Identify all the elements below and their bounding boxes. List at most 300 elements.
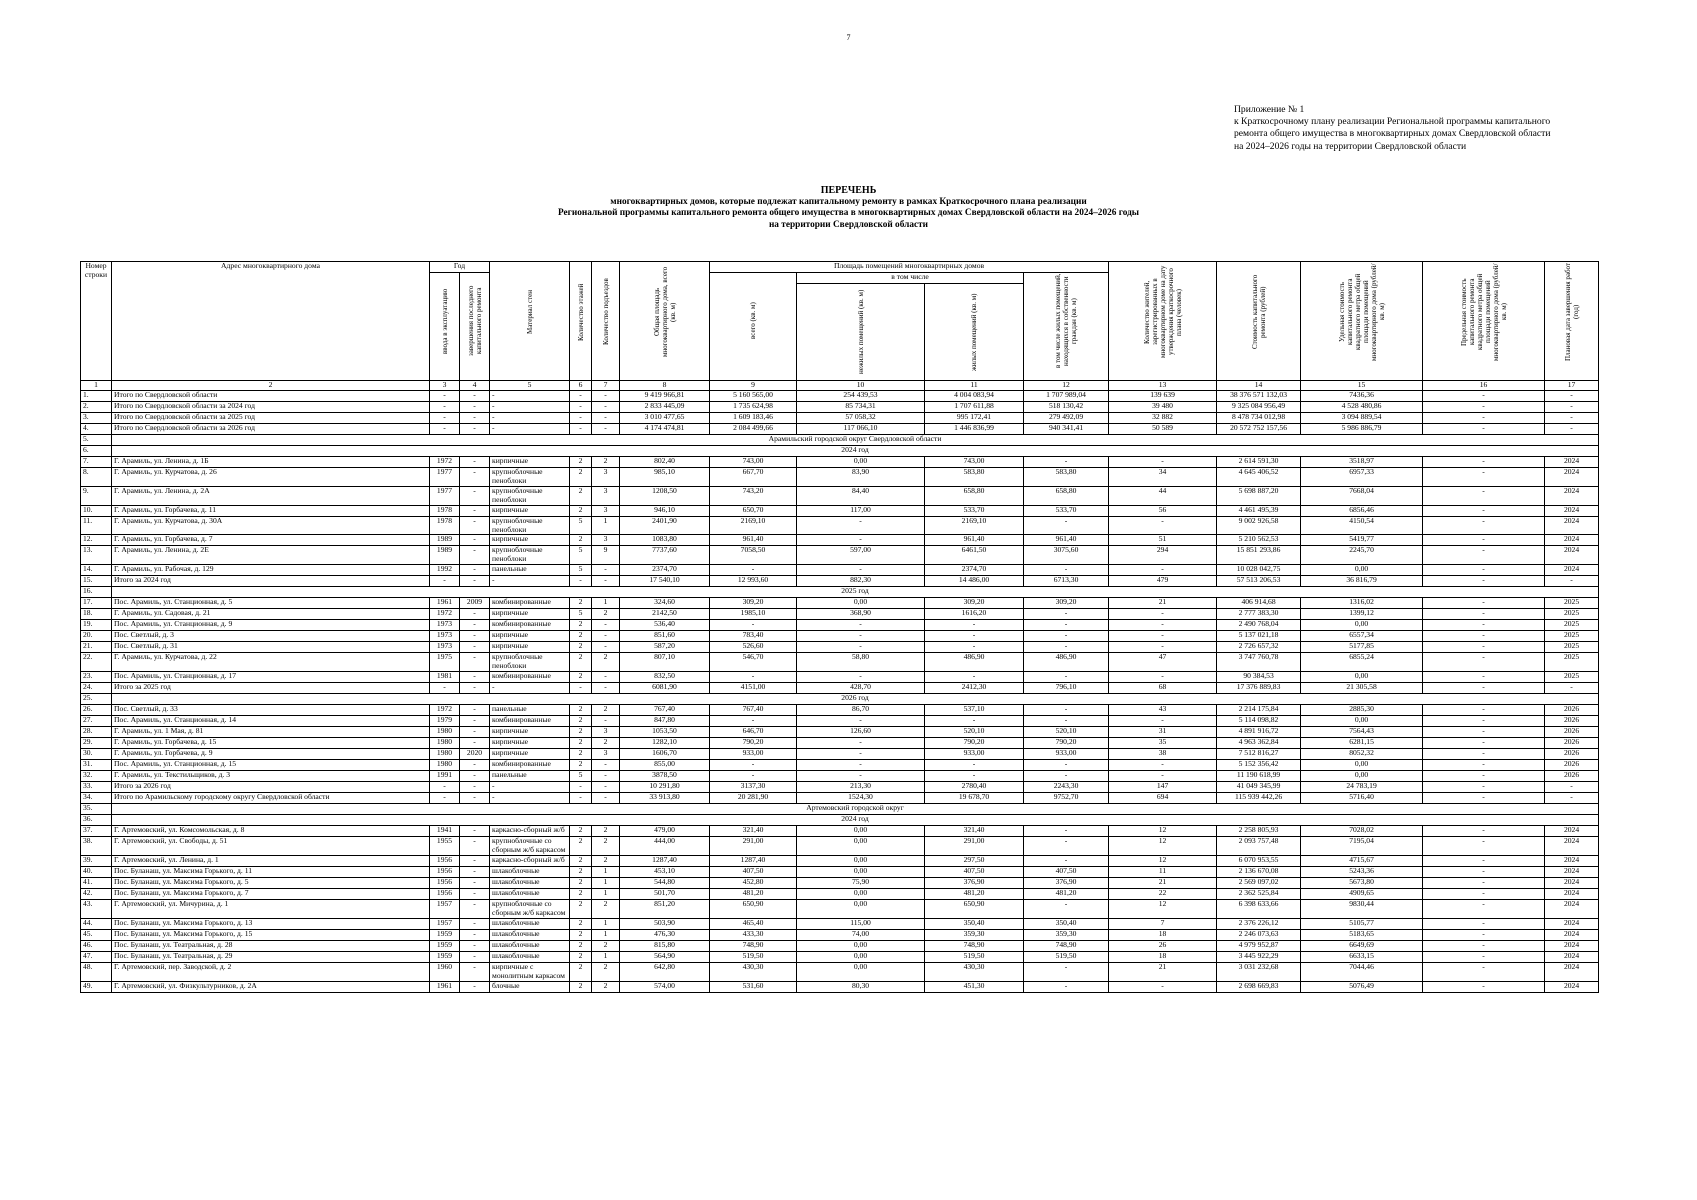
table-cell: 2 <box>570 620 592 631</box>
table-cell: - <box>797 760 925 771</box>
table-cell: 583,80 <box>1024 468 1109 487</box>
table-cell: 1 446 836,99 <box>925 424 1024 435</box>
row-number: 5. <box>81 435 112 446</box>
header-address: Адрес многоквартирного дома <box>112 262 430 381</box>
table-cell: 451,30 <box>925 981 1024 992</box>
table-cell: 1977 <box>430 468 460 487</box>
table-cell: Г. Арамиль, ул. Горбачева, д. 11 <box>112 505 430 516</box>
table-cell: 1972 <box>430 705 460 716</box>
table-cell: 7058,50 <box>710 546 797 565</box>
table-cell: Г. Арамиль, ул. Ленина, д. 2Е <box>112 546 430 565</box>
table-cell: 1 707 611,88 <box>925 402 1024 413</box>
table-cell: 1. <box>81 391 112 402</box>
table-cell: - <box>1024 516 1109 535</box>
table-cell: 7044,46 <box>1301 962 1423 981</box>
table-cell: - <box>1024 981 1109 992</box>
table-cell: Г. Арамиль, ул. Курчатова, д. 26 <box>112 468 430 487</box>
table-cell: 428,70 <box>797 683 925 694</box>
table-cell: - <box>1423 855 1545 866</box>
table-cell: 650,70 <box>710 505 797 516</box>
table-cell: 1978 <box>430 516 460 535</box>
table-cell: 2024 <box>1545 468 1599 487</box>
table-cell: 2020 <box>460 749 490 760</box>
table-cell: 2 <box>570 866 592 877</box>
table-cell: комбинированные <box>490 598 570 609</box>
table-cell: 2024 <box>1545 888 1599 899</box>
table-cell: 309,20 <box>1024 598 1109 609</box>
table-cell: - <box>460 826 490 837</box>
table-row <box>81 468 1599 487</box>
table-cell: 2 <box>570 940 592 951</box>
table-cell: 537,10 <box>925 705 1024 716</box>
table-cell: Г. Артемовский, ул. Свободы, д. 51 <box>112 837 430 856</box>
table-cell: 376,90 <box>925 877 1024 888</box>
table-cell: Г. Артемовский, ул. Мичурина, д. 1 <box>112 899 430 918</box>
table-cell: 0,00 <box>797 888 925 899</box>
appendix-line: ремонта общего имущества в многоквартирных домах Свердловской области <box>1234 128 1551 140</box>
table-cell: 26. <box>81 705 112 716</box>
table-cell: - <box>797 631 925 642</box>
table-cell: 1980 <box>430 749 460 760</box>
table-cell: - <box>1109 609 1217 620</box>
table-cell: Пос. Светлый, д. 3 <box>112 631 430 642</box>
table-cell: комбинированные <box>490 672 570 683</box>
table-cell: 42. <box>81 888 112 899</box>
table-cell: 5076,49 <box>1301 981 1423 992</box>
table-cell: Г. Артемовский, ул. Комсомольская, д. 8 <box>112 826 430 837</box>
table-cell: 21 <box>1109 598 1217 609</box>
table-cell: 5 986 886,79 <box>1301 424 1423 435</box>
table-cell: - <box>1423 468 1545 487</box>
table-cell: 4 004 083,94 <box>925 391 1024 402</box>
table-cell: - <box>1423 598 1545 609</box>
table-cell: 7028,02 <box>1301 826 1423 837</box>
table-cell: Г. Арамиль, ул. Горбачева, д. 7 <box>112 535 430 546</box>
table-cell: - <box>1109 642 1217 653</box>
table-cell: - <box>797 516 925 535</box>
table-cell: 1083,80 <box>620 535 710 546</box>
header-entrances-text: Количество подъездов <box>601 278 610 346</box>
row-number: 36. <box>81 815 112 826</box>
table-cell: - <box>1423 672 1545 683</box>
table-row <box>81 576 1599 587</box>
table-cell: - <box>925 771 1024 782</box>
section-row <box>81 804 1599 815</box>
table-cell: 479 <box>1109 576 1217 587</box>
table-cell: - <box>460 642 490 653</box>
table-cell: - <box>710 771 797 782</box>
table-cell: - <box>1423 899 1545 918</box>
table-cell: 2026 <box>1545 727 1599 738</box>
table-cell: 2 569 097,02 <box>1217 877 1301 888</box>
table-cell: 658,80 <box>925 486 1024 505</box>
table-cell: 481,20 <box>925 888 1024 899</box>
row-number: 35. <box>81 804 112 815</box>
table-cell: 2 <box>570 672 592 683</box>
table-cell: - <box>797 642 925 653</box>
table-cell: 2 <box>592 837 620 856</box>
table-cell: кирпичные <box>490 749 570 760</box>
header-nonresidential-text: нежилых помещений (кв. м) <box>856 289 865 375</box>
table-cell: 1287,40 <box>620 855 710 866</box>
table-cell: - <box>925 760 1024 771</box>
table-cell: 406 914,68 <box>1217 598 1301 609</box>
table-row <box>81 877 1599 888</box>
table-cell: - <box>1109 620 1217 631</box>
table-cell: 11 190 618,99 <box>1217 771 1301 782</box>
table-cell: Г. Арамиль, ул. Ленина, д. 1Б <box>112 457 430 468</box>
table-cell: - <box>460 672 490 683</box>
table-cell: 1973 <box>430 631 460 642</box>
table-cell: 1316,02 <box>1301 598 1423 609</box>
column-number: 16 <box>1423 381 1545 391</box>
table-cell: - <box>1423 391 1545 402</box>
table-cell: 2245,70 <box>1301 546 1423 565</box>
table-row <box>81 620 1599 631</box>
table-cell: 933,00 <box>1024 749 1109 760</box>
table-cell: 5 <box>570 565 592 576</box>
table-cell: 2 084 499,66 <box>710 424 797 435</box>
table-cell: - <box>460 413 490 424</box>
table-cell: - <box>1024 826 1109 837</box>
table-cell: 2780,40 <box>925 782 1024 793</box>
table-cell: 2 <box>570 837 592 856</box>
table-cell: - <box>925 620 1024 631</box>
document-title <box>0 185 1697 231</box>
table-cell: 5673,80 <box>1301 877 1423 888</box>
column-number: 1 <box>81 381 112 391</box>
header-total-area-text: Общая площадь многоквартирного дома, всего (кв. м) <box>652 266 677 358</box>
table-cell: 350,40 <box>925 918 1024 929</box>
table-cell: - <box>797 749 925 760</box>
table-cell: 1961 <box>430 598 460 609</box>
table-cell: 4 528 480,86 <box>1301 402 1423 413</box>
table-cell: 5 137 021,18 <box>1217 631 1301 642</box>
row-number: 25. <box>81 694 112 705</box>
page-number: 7 <box>846 33 851 42</box>
table-cell: Итого по Свердловской области за 2024 год <box>112 402 430 413</box>
table-cell: - <box>797 620 925 631</box>
table-cell: 2243,30 <box>1024 782 1109 793</box>
table-cell: - <box>1109 760 1217 771</box>
table-cell: 117 066,10 <box>797 424 925 435</box>
table-cell: 790,20 <box>1024 738 1109 749</box>
table-cell: 2 <box>570 598 592 609</box>
table-cell: 45. <box>81 929 112 940</box>
table-cell: 2 376 226,12 <box>1217 918 1301 929</box>
table-cell: 3. <box>81 413 112 424</box>
table-cell: - <box>1423 424 1545 435</box>
table-cell: 291,00 <box>925 837 1024 856</box>
table-cell: 2 <box>570 457 592 468</box>
table-cell: 802,40 <box>620 457 710 468</box>
table-cell: - <box>592 424 620 435</box>
table-cell: 41. <box>81 877 112 888</box>
table-cell: 5 <box>570 771 592 782</box>
buildings-table <box>80 261 1599 993</box>
table-cell: 0,00 <box>797 899 925 918</box>
table-cell: кирпичные <box>490 505 570 516</box>
header-total-area <box>620 262 710 381</box>
table-cell: - <box>1423 749 1545 760</box>
table-row <box>81 642 1599 653</box>
table-cell: 2 <box>570 642 592 653</box>
header-unit-cost-text: Удельная стоимость капитального ремонта квадратного метра общей площади помещений многоквартирного дома (рублей/кв. м) <box>1337 263 1386 361</box>
table-cell: 1287,40 <box>710 855 797 866</box>
table-cell: 2024 <box>1545 505 1599 516</box>
table-cell: 2 <box>570 535 592 546</box>
table-cell: 13. <box>81 546 112 565</box>
table-cell: - <box>570 782 592 793</box>
table-cell: 368,90 <box>797 609 925 620</box>
table-cell: Пос. Буланаш, ул. Максима Горького, д. 11 <box>112 866 430 877</box>
table-cell: 767,40 <box>620 705 710 716</box>
table-cell: 9 419 966,81 <box>620 391 710 402</box>
title-line: Региональной программы капитального ремонта общего имущества в многоквартирных домах Свердловской области на 2024–2026 годы <box>557 208 1140 219</box>
table-cell: 37. <box>81 826 112 837</box>
table-cell: - <box>460 866 490 877</box>
table-cell: шлакоблочные <box>490 888 570 899</box>
table-cell: 324,60 <box>620 598 710 609</box>
table-cell: - <box>460 760 490 771</box>
table-cell: 12 <box>1109 855 1217 866</box>
section-title: 2026 год <box>112 694 1599 705</box>
table-cell: - <box>1545 424 1599 435</box>
table-cell: 31 <box>1109 727 1217 738</box>
column-number: 12 <box>1024 381 1109 391</box>
table-cell: 44 <box>1109 486 1217 505</box>
table-cell: - <box>1024 716 1109 727</box>
table-cell: 1991 <box>430 771 460 782</box>
section-row <box>81 446 1599 457</box>
table-cell: 147 <box>1109 782 1217 793</box>
table-cell: - <box>460 727 490 738</box>
table-cell: 48. <box>81 962 112 981</box>
table-cell: 26 <box>1109 940 1217 951</box>
header-floors <box>570 262 592 381</box>
table-cell: - <box>430 402 460 413</box>
table-cell: 10 028 042,75 <box>1217 565 1301 576</box>
table-cell: 2 093 757,48 <box>1217 837 1301 856</box>
table-cell: Пос. Арамиль, ул. Станционная, д. 14 <box>112 716 430 727</box>
table-cell: - <box>490 402 570 413</box>
table-cell: - <box>1423 877 1545 888</box>
table-cell: 1959 <box>430 940 460 951</box>
table-cell: 832,50 <box>620 672 710 683</box>
table-cell: 2885,30 <box>1301 705 1423 716</box>
table-cell: - <box>925 642 1024 653</box>
table-cell: Итого за 2026 год <box>112 782 430 793</box>
table-cell: 2 <box>592 705 620 716</box>
table-cell: 6633,15 <box>1301 951 1423 962</box>
table-cell: 815,80 <box>620 940 710 951</box>
header-nonresidential <box>797 284 925 381</box>
table-cell: 465,40 <box>710 918 797 929</box>
table-cell: 31. <box>81 760 112 771</box>
table-cell: 1606,70 <box>620 749 710 760</box>
table-cell: 520,10 <box>925 727 1024 738</box>
table-cell: 1 <box>592 866 620 877</box>
table-cell: 9 325 084 956,49 <box>1217 402 1301 413</box>
table-cell: 2 <box>592 653 620 672</box>
section-title: 2024 год <box>112 815 1599 826</box>
table-cell: 2 <box>570 727 592 738</box>
table-cell: 20 281,90 <box>710 793 797 804</box>
table-cell: 0,00 <box>797 837 925 856</box>
table-cell: 12 <box>1109 826 1217 837</box>
table-cell: - <box>1423 782 1545 793</box>
table-cell: - <box>460 402 490 413</box>
table-cell: - <box>1423 929 1545 940</box>
table-row <box>81 962 1599 981</box>
table-cell: - <box>1109 631 1217 642</box>
table-cell: - <box>592 782 620 793</box>
table-cell: - <box>925 631 1024 642</box>
table-cell: 12 993,60 <box>710 576 797 587</box>
table-cell: 2412,30 <box>925 683 1024 694</box>
table-cell: 20. <box>81 631 112 642</box>
table-cell: 12 <box>1109 899 1217 918</box>
appendix-line: на 2024–2026 годы на территории Свердловской области <box>1234 140 1467 152</box>
table-cell: 0,00 <box>1301 620 1423 631</box>
table-cell: 39. <box>81 855 112 866</box>
table-cell: 4 174 474,81 <box>620 424 710 435</box>
table-cell: 7436,36 <box>1301 391 1423 402</box>
table-cell: 531,60 <box>710 981 797 992</box>
table-cell: крупноблочные со сборным ж/б каркасом <box>490 837 570 856</box>
table-cell: 41 049 345,99 <box>1217 782 1301 793</box>
table-cell: - <box>460 877 490 888</box>
table-cell: - <box>797 565 925 576</box>
table-cell: комбинированные <box>490 760 570 771</box>
table-cell: кирпичные <box>490 727 570 738</box>
table-cell: 5 <box>570 609 592 620</box>
table-cell: - <box>710 620 797 631</box>
table-cell: - <box>797 535 925 546</box>
table-cell: блочные <box>490 981 570 992</box>
table-cell: 2 <box>592 457 620 468</box>
table-cell: 533,70 <box>925 505 1024 516</box>
table-cell: 7195,04 <box>1301 837 1423 856</box>
table-cell: Г. Артемовский, пер. Заводской, д. 2 <box>112 962 430 981</box>
table-cell: кирпичные <box>490 535 570 546</box>
table-cell: 2024 <box>1545 565 1599 576</box>
table-cell: 2025 <box>1545 620 1599 631</box>
table-cell: - <box>460 609 490 620</box>
table-cell: - <box>460 505 490 516</box>
table-cell: 9. <box>81 486 112 505</box>
header-owned <box>1024 273 1109 381</box>
table-cell: 1989 <box>430 546 460 565</box>
table-cell: 5716,40 <box>1301 793 1423 804</box>
table-cell: 9 002 926,58 <box>1217 516 1301 535</box>
table-row <box>81 981 1599 992</box>
table-cell: кирпичные <box>490 738 570 749</box>
table-cell: Пос. Буланаш, ул. Максима Горького, д. 5 <box>112 877 430 888</box>
table-cell: 2 698 669,83 <box>1217 981 1301 992</box>
table-cell: 5 160 565,00 <box>710 391 797 402</box>
table-cell: 2 136 670,08 <box>1217 866 1301 877</box>
table-cell: - <box>710 672 797 683</box>
header-wall-material-text: Материал стен <box>525 290 534 334</box>
table-cell: 0,00 <box>797 951 925 962</box>
column-number: 13 <box>1109 381 1217 391</box>
table-cell: крупноблочные пеноблоки <box>490 653 570 672</box>
table-cell: 32. <box>81 771 112 782</box>
table-cell: - <box>460 516 490 535</box>
header-floors-text: Количество этажей <box>576 283 585 341</box>
table-cell: 3518,97 <box>1301 457 1423 468</box>
table-cell: 23. <box>81 672 112 683</box>
table-cell: каркасно-сборный ж/б <box>490 826 570 837</box>
table-cell: 2 362 525,84 <box>1217 888 1301 899</box>
table-cell: панельные <box>490 565 570 576</box>
table-cell: 1972 <box>430 457 460 468</box>
table-cell: 9830,44 <box>1301 899 1423 918</box>
table-cell: 1957 <box>430 899 460 918</box>
table-cell: 2 <box>570 749 592 760</box>
table-cell: 6649,69 <box>1301 940 1423 951</box>
table-cell: 1 <box>592 516 620 535</box>
table-cell: - <box>1545 413 1599 424</box>
table-cell: 743,00 <box>925 457 1024 468</box>
table-row <box>81 793 1599 804</box>
table-row <box>81 631 1599 642</box>
section-title: Арамильский городской округ Свердловской области <box>112 435 1599 446</box>
table-cell: 8 478 734 012,98 <box>1217 413 1301 424</box>
table-cell: Пос. Арамиль, ул. Станционная, д. 5 <box>112 598 430 609</box>
table-cell: 17. <box>81 598 112 609</box>
table-cell: 1978 <box>430 505 460 516</box>
header-max-cost-text: Предельная стоимость капитального ремонта квадратного метра общей площади помещений многоквартирного дома (рублей/кв. м) <box>1459 263 1508 361</box>
appendix-note <box>1234 104 1684 153</box>
table-cell: шлакоблочные <box>490 877 570 888</box>
table-cell: 2024 <box>1545 486 1599 505</box>
table-cell: 20 572 752 157,56 <box>1217 424 1301 435</box>
table-cell: 0,00 <box>1301 672 1423 683</box>
table-cell: - <box>1109 672 1217 683</box>
table-cell: 1973 <box>430 620 460 631</box>
table-cell: 2026 <box>1545 716 1599 727</box>
table-cell: 444,00 <box>620 837 710 856</box>
table-cell: 22. <box>81 653 112 672</box>
table-cell: шлакоблочные <box>490 951 570 962</box>
table-cell: - <box>1545 391 1599 402</box>
table-cell: - <box>1545 683 1599 694</box>
table-cell: - <box>460 457 490 468</box>
table-cell: 4909,65 <box>1301 888 1423 899</box>
table-cell: 2024 <box>1545 940 1599 951</box>
table-cell: комбинированные <box>490 716 570 727</box>
table-cell: 2024 <box>1545 457 1599 468</box>
table-cell: Пос. Буланаш, ул. Максима Горького, д. 15 <box>112 929 430 940</box>
table-cell: - <box>570 413 592 424</box>
table-cell: 882,30 <box>797 576 925 587</box>
table-cell: 2 <box>570 888 592 899</box>
table-cell: 34 <box>1109 468 1217 487</box>
table-cell: 790,20 <box>925 738 1024 749</box>
table-row <box>81 565 1599 576</box>
section-row <box>81 587 1599 598</box>
header-cost <box>1217 262 1301 381</box>
table-cell: 30. <box>81 749 112 760</box>
table-cell: Пос. Светлый, д. 31 <box>112 642 430 653</box>
table-cell: - <box>1423 866 1545 877</box>
table-cell: - <box>1423 402 1545 413</box>
table-cell: 2 <box>570 486 592 505</box>
table-cell: 0,00 <box>797 826 925 837</box>
table-cell: 2024 <box>1545 929 1599 940</box>
